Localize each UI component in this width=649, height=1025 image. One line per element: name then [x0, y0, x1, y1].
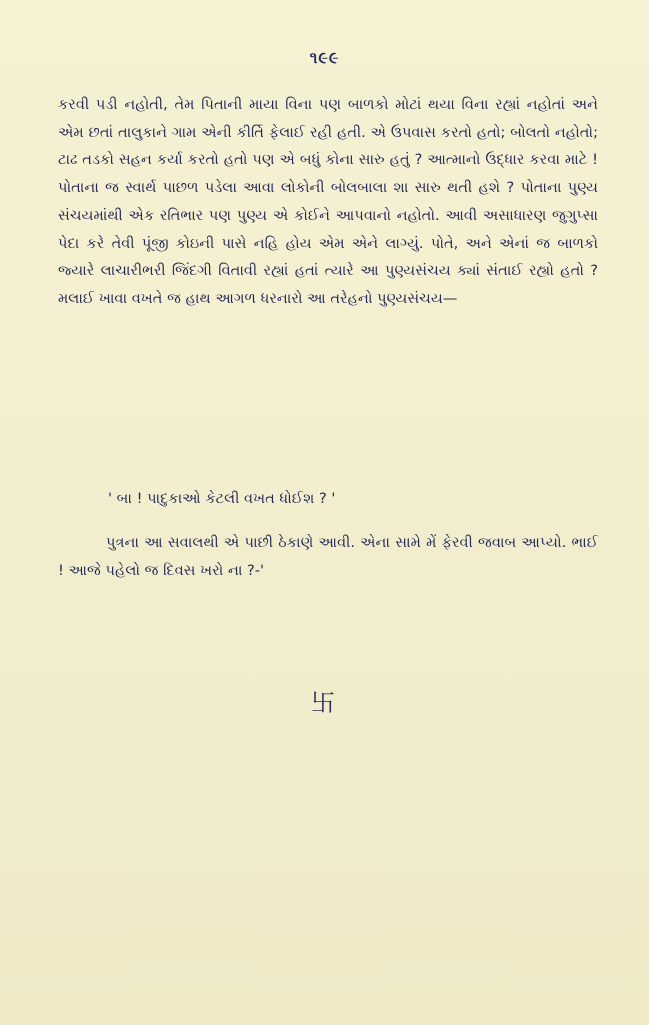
paragraph-1 — [58, 91, 598, 313]
paragraph-1-text: કરવી પડી નહોતી, તેમ પિતાની માયા વિના પણ બાળકો મોટાં થયા વિના રહ્યાં નહોતાં અને એમ છતાં તાલુકાને ગામ એની કીર્તિ ફેલાઈ રહી હતી. એ ઉપવાસ કરતો હતો; બોલતો નહોતો; ટાઢ તડકો સહન કર્યા કરતો હતો પણ એ બધું કોના સારુ હતું ? આત્માનો ઉદ્ધાર કરવા માટે ! પોતાના જ સ્વાર્થ પાછળ પડેલા આવા લોકોની બોલબાલા શા સારુ થતી હશે ? પોતાના પુણ્ય સંચયમાંથી એક રતિભાર પણ પુણ્ય એ કોઈને આપવાનો નહોતો. આવી અસાધારણ જુગુપ્સા પેદા કરે તેવી પૂંજી કોઇની પાસે નહિ હોય એમ એને લાગ્યું. પોતે, અને એનાં જ બાળકો જ્યારે લાચારીભરી જિંદગી વિતાવી રહ્યાં હતાં ત્યારે આ પુણ્યસંચય ક્યાં સંતાઈ રહ્યો હતો ? મલાઈ ખાવા વખતે જ હાથ આગળ ધરનારો આ તરેહનો પુણ્યસંચય— — [58, 96, 598, 307]
paragraph-2 — [58, 529, 598, 584]
swastika-ornament-icon: 卐 — [311, 689, 335, 717]
dialogue-quote: ' બા ! પાદુકાઓ કેટલી વખત ધોઈશ ? ' — [108, 490, 336, 507]
page-number: ૧૯૯ — [309, 48, 340, 67]
paragraph-2-text: પુત્રના આ સવાલથી એ પાછી ઠેકાણે આવી. એના સામે મેં ફેરવી જવાબ આપ્યો. ભાઈ ! આજે પહેલો જ દિવસ ખરો ના ?-' — [58, 534, 598, 579]
